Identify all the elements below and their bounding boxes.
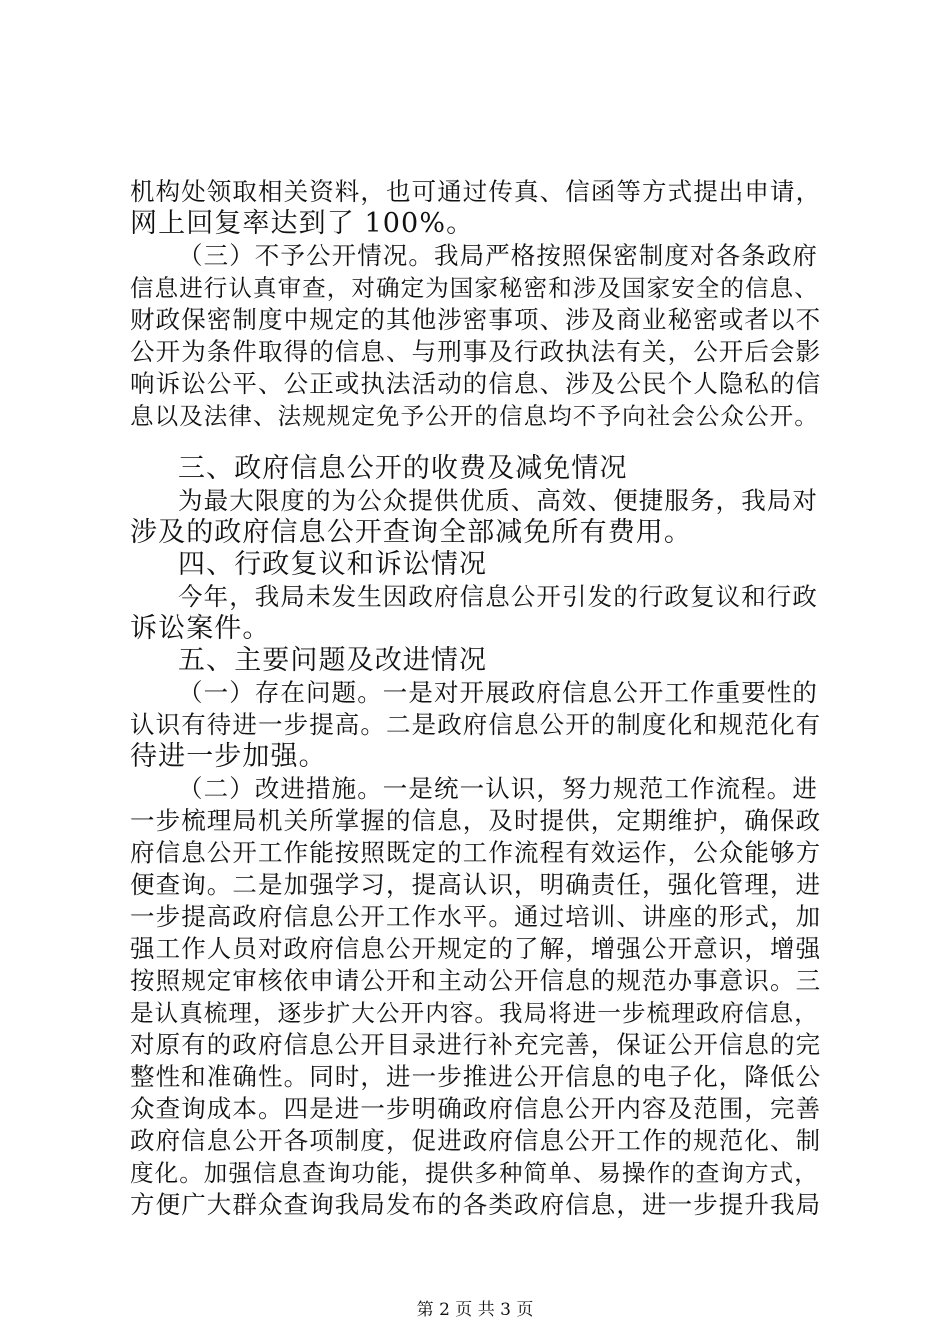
text-line: 整性和准确性。同时，进一步推进公开信息的电子化，降低公 [130,1062,822,1091]
text-line: 是认真梳理，逐步扩大公开内容。我局将进一步梳理政府信息， [130,999,819,1027]
text-line: 度化。加强信息查询功能，提供多种简单、易操作的查询方式， [130,1159,819,1187]
page-number-footer: 第 2 页 共 3 页 [416,1300,534,1320]
text-line: 对原有的政府信息公开目录进行补充完善，保证公开信息的完 [130,1030,822,1059]
text-line: 众查询成本。四是进一步明确政府信息公开内容及范围，完善 [130,1094,822,1123]
text-line: 强工作人员对政府信息公开规定的了解，增强公开意识，增强 [130,934,822,963]
text-line: 待进一步加强。 [130,741,327,772]
text-line: （三）不予公开情况。我局严格按照保密制度对各条政府 [178,241,818,270]
text-line: 今年，我局未发生因政府信息公开引发的行政复议和行政 [178,582,818,611]
text-line: （一）存在问题。一是对开展政府信息公开工作重要性的 [178,678,818,707]
text-line: 一步梳理局机关所掌握的信息，及时提供，定期维护，确保政 [130,806,822,835]
text-line: 财政保密制度中规定的其他涉密事项、涉及商业秘密或者以不 [130,305,822,334]
text-line: 府信息公开工作能按照既定的工作流程有效运作，公众能够方 [130,838,822,867]
text-line: 为最大限度的为公众提供优质、高效、便捷服务，我局对 [178,486,818,515]
text-line: 涉及的政府信息公开查询全部减免所有费用。 [130,517,692,548]
section-heading: 四、行政复议和诉讼情况 [178,549,488,580]
text-line: 息以及法律、法规规定免予公开的信息均不予向社会公众公开。 [130,402,819,430]
text-line: 公开为条件取得的信息、与刑事及行政执法有关，公开后会影 [130,337,822,366]
text-line: （二）改进措施。一是统一认识，努力规范工作流程。进 [178,774,818,803]
section-heading: 五、主要问题及改进情况 [178,645,488,676]
section-heading: 三、政府信息公开的收费及减免情况 [178,453,628,484]
text-line: 便查询。二是加强学习，提高认识，明确责任，强化管理，进 [130,870,822,899]
text-line: 网上回复率达到了 100%。 [130,208,475,239]
text-line: 信息进行认真审查，对确定为国家秘密和涉及国家安全的信息、 [130,274,819,302]
text-line: 政府信息公开各项制度，促进政府信息公开工作的规范化、制 [130,1126,822,1155]
text-line: 响诉讼公平、公正或执法活动的信息、涉及公民个人隐私的信 [130,369,822,398]
text-line: 机构处领取相关资料，也可通过传真、信函等方式提出申请， [130,177,822,206]
text-line: 诉讼案件。 [130,613,271,644]
text-line: 认识有待进一步提高。二是政府信息公开的制度化和规范化有 [130,710,822,739]
text-line: 一步提高政府信息公开工作水平。通过培训、讲座的形式，加 [130,902,822,931]
text-line: 方便广大群众查询我局发布的各类政府信息，进一步提升我局 [130,1190,822,1219]
text-line: 按照规定审核依申请公开和主动公开信息的规范办事意识。三 [130,966,822,995]
